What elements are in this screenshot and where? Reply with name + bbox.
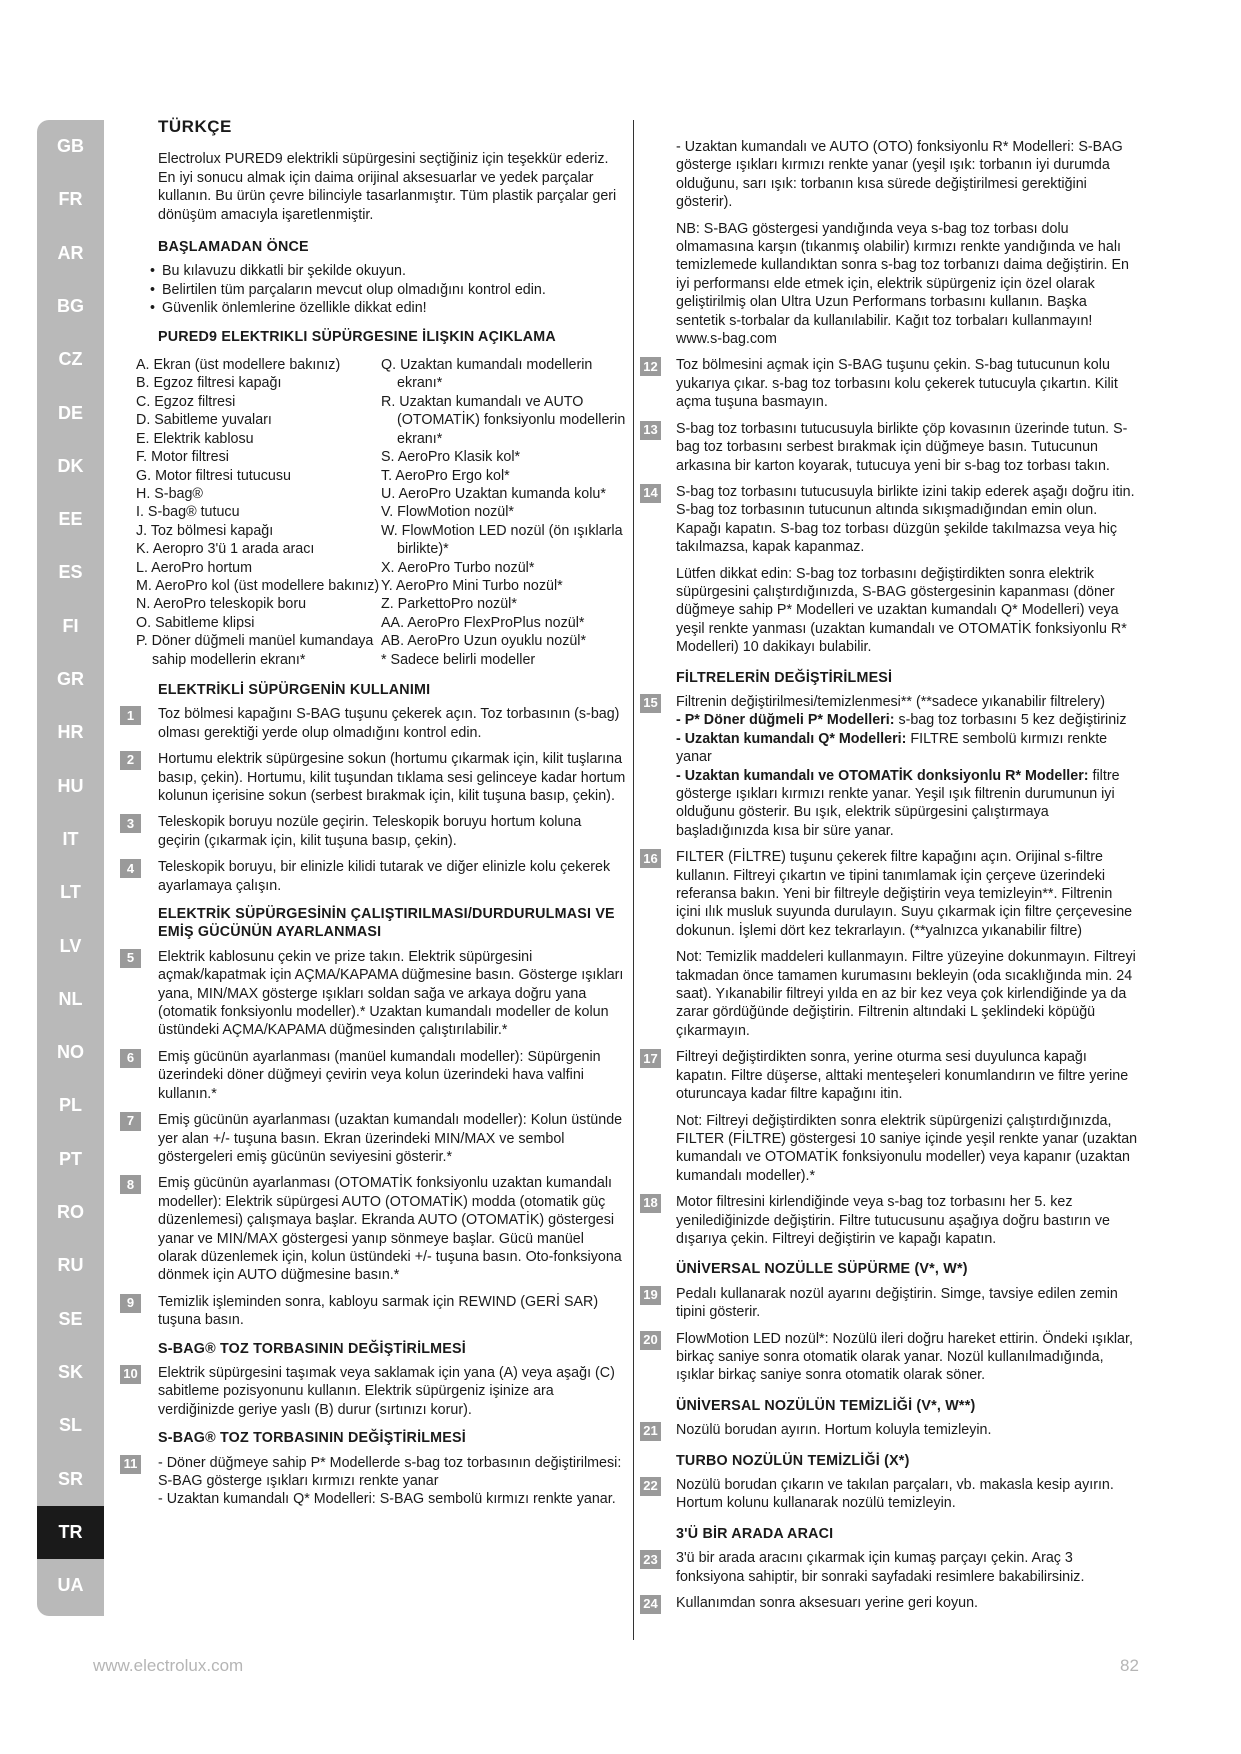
step-number: 1 bbox=[120, 706, 141, 725]
part-item: Q. Uzaktan kumandalı modellerin ekranı* bbox=[381, 357, 593, 392]
lang-tab-fi[interactable]: FI bbox=[62, 615, 79, 636]
lang-tab-no[interactable]: NO bbox=[57, 1042, 84, 1063]
part-item: M. AeroPro kol (üst modellere bakınız) bbox=[136, 577, 380, 594]
step-13 bbox=[640, 420, 1138, 475]
step-text: 3'ü bir arada aracını çıkarmak için kumaş parçayı çekin. Araç 3 fonksiyona sahiptir, bir sonraki sayfadaki resimlere bakabilirsiniz. bbox=[676, 1550, 1085, 1585]
lang-tab-cz[interactable]: CZ bbox=[58, 349, 83, 370]
lang-tab-ru[interactable]: RU bbox=[57, 1255, 84, 1276]
sbag-heading-1: S-BAG® TOZ TORBASININ DEĞİŞTİRİLMESİ bbox=[158, 1340, 466, 1357]
step-text: S-bag toz torbasını tutucusuyla birlikte çöp kovasının üzerinde tutun. S-bag toz torbasını serbest bırakmak için düğmeye basın. Tutucunun arkasına bir karton koyarak, tutucuya yeni bir s-bag toz torbası takın. bbox=[676, 420, 1128, 474]
step-number: 21 bbox=[640, 1422, 661, 1441]
turbo-steps bbox=[640, 1476, 1138, 1513]
before-list bbox=[150, 262, 626, 317]
step-text: Nozülü borudan ayırın. Hortum koluyla temizleyin. bbox=[676, 1422, 992, 1439]
part-item: K. Aeropro 3'ü 1 arada aracı bbox=[136, 541, 315, 558]
lang-tab-hr[interactable]: HR bbox=[57, 722, 84, 743]
page-title: TÜRKÇE bbox=[158, 117, 232, 136]
lang-tab-tr[interactable]: TR bbox=[37, 1506, 104, 1559]
tool-heading: 3'Ü BİR ARADA ARACI bbox=[676, 1525, 834, 1542]
step-number: 10 bbox=[120, 1365, 141, 1384]
column-divider bbox=[633, 120, 634, 1640]
step-text: FILTER (FİLTRE) tuşunu çekerek filtre kapağını açın. Orijinal s-filtre kullanın. Filtreyi çıkartın ve tipini tanımlamak için çerçeve üzerindeki referansa bakın. Yeni bir filtreyle değiştirin veya temizleyin**. Filtrenin içini ılık musluk suyunda durulayın. Suyu çıkarmak için filtre çerçevesine dokunun. İşlemi dört kez tekrarlayın. (**yalnızca yıkanabilir filtre) bbox=[676, 849, 1133, 939]
step-number: 13 bbox=[640, 421, 661, 440]
step-15-line: Filtrenin değiştirilmesi/temizlenmesi** (**sadece yıkanabilir filtrelery) bbox=[676, 693, 1106, 710]
step-number: 17 bbox=[640, 1049, 661, 1068]
step-text: Toz bölmesini açmak için S-BAG tuşunu çekin. S-bag tutucunun kolu yukarıya çıkar. s-bag toz torbasını kolu çekerek tutucuyla çıkartın. Kilit açma tuşuna basmayın. bbox=[676, 357, 1118, 411]
cleaning-steps bbox=[640, 1421, 1138, 1439]
step-number: 23 bbox=[640, 1550, 661, 1569]
part-item: B. Egzoz filtresi kapağı bbox=[136, 375, 282, 392]
use-steps bbox=[120, 705, 626, 895]
step-number: 24 bbox=[640, 1595, 661, 1614]
step-number: 8 bbox=[120, 1175, 141, 1194]
part-item: AA. AeroPro FlexProPlus nozül* bbox=[381, 614, 585, 631]
note-sbag: Lütfen dikkat edin: S-bag toz torbasını değiştirdikten sonra elektrik süpürgesini çalıştırdığınızda, S-BAG göstergesinin kapanması (döner düğmeye sahip P* Modelleri ve uzaktan kumandalı Q* Modelleri) veya yeşil renkte yanması (uzaktan kumandalı ve OTOMATİK fonksiyonlu R* Modelleri) 10 dakikayı bulabilir. bbox=[676, 565, 1127, 656]
footer-url[interactable]: www.electrolux.com bbox=[93, 1656, 244, 1675]
parts-left-column bbox=[136, 356, 381, 669]
step-1 bbox=[120, 705, 626, 742]
step-number: 22 bbox=[640, 1477, 661, 1496]
before-item: • Bu kılavuzu dikkatli bir şekilde okuyun. bbox=[150, 262, 626, 280]
r-models-paragraph: - Uzaktan kumandalı ve AUTO (OTO) fonksiyonlu R* Modelleri: S-BAG gösterge ışıkları kırmızı renkte yanar (yeşil ışık: torbanın iyi durumda olduğunu, sarı ışık: torbanın kısa sürede değiştirilmesi gerektiğini gösterir). bbox=[676, 139, 1123, 211]
note-filter: Not: Temizlik maddeleri kullanmayın. Filtre yüzeyine dokunmayın. Filtreyi takmadan önce tamamen kurumasını bekleyin (oda sıcaklığında min. 24 saat). Yıkanabilir filtreyi yılda en az bir kez veya çok kirlendiğinde ya da zarar gördüğünde değiştirin. Filtrenin altındaki L şeklindeki köpüğü çıkarmayın. bbox=[676, 949, 1136, 1039]
right-column bbox=[640, 138, 1138, 1620]
step-text: Emiş gücünün ayarlanması (manüel kumandalı modeller): Süpürgenin üzerindeki döner düğmeyi çevirin veya kolun üzerindeki hava valfini kullanın.* bbox=[158, 1048, 601, 1102]
step-number: 5 bbox=[120, 949, 141, 968]
step-text: Pedalı kullanarak nozül ayarını değiştirin. Simge, tavsiye edilen zemin tipini gösterir. bbox=[676, 1285, 1118, 1321]
step-2 bbox=[120, 750, 626, 805]
nozzle-cleaning-heading: ÜNİVERSAL NOZÜLÜN TEMİZLİĞİ (V*, W**) bbox=[676, 1397, 976, 1414]
step-text: FlowMotion LED nozül*: Nozülü ileri doğru hareket ettirin. Öndeki ışıklar, birkaç saniye sonra otomatik olarak yanar. Nozül kullanılmadığında, ışıklar birkaç saniye sonra otomatik olarak söner. bbox=[676, 1330, 1133, 1384]
step-text: S-bag toz torbasını tutucusuyla birlikte izini takip ederek aşağı doğru itin. S-bag toz torbasının tutucunun altında sıkışmadığından emin olun. Kapağı kapatın. S-bag toz torbası düzgün şekilde takılmazsa veya hiç takılmazsa, kapak kapanmaz. bbox=[676, 483, 1135, 556]
parts-right-column bbox=[381, 356, 626, 669]
step-17 bbox=[640, 1048, 1138, 1103]
before-heading: BAŞLAMADAN ÖNCE bbox=[158, 239, 309, 256]
step-number: 9 bbox=[120, 1294, 141, 1313]
power-heading: ELEKTRİK SÜPÜRGESİNİN ÇALIŞTIRILMASI/DURDURULMASI VE EMİŞ GÜCÜNÜN AYARLANMASI bbox=[158, 906, 615, 941]
lang-tab-sk[interactable]: SK bbox=[57, 1361, 83, 1382]
part-item: J. Toz bölmesi kapağı bbox=[136, 522, 274, 539]
step-number: 3 bbox=[120, 814, 141, 833]
lang-tab-es[interactable]: ES bbox=[58, 562, 83, 583]
part-item: C. Egzoz filtresi bbox=[136, 393, 236, 410]
nb-paragraph: NB: S-BAG göstergesi yandığında veya s-bag toz torbası dolu olmamasına karşın (tıkanmış olabilir) kırmızı renkte yandığında ve halı temizlemede kullandıktan sonra s-bag toz torbanızı daima değiştirin. En iyi performansı elde etmek için, elektrik süpürgeniz için özel olarak geliştirilmiş olan Ultra Uzun Performans torbasını kullanın. Başka sentetik s-torbalar da kullanılabilir. Kağıt toz torbaları kullanmayın! www.s-bag.com bbox=[676, 220, 1129, 348]
part-item: L. AeroPro hortum bbox=[136, 559, 253, 576]
step-text: Elektrik süpürgesini taşımak veya saklamak için yana (A) veya aşağı (C) sabitleme pozisyonunu kullanın. Elektrik süpürgeniz işinize ara verdiğinizde geriye yaslı (B) durur (sırtınızı korur). bbox=[158, 1364, 615, 1418]
intro-paragraph: Electrolux PURED9 elektrikli süpürgesini seçtiğiniz için teşekkür ederiz. En iyi sonucu almak için daima orijinal aksesuarlar ve yedek parçalar kullanın. Bu ürün çevre bilinciyle tasarlanmıştır. Tüm plastik parçalar geri dönüşüm amacıyla işaretlenmiştir. bbox=[158, 151, 617, 223]
step-number: 19 bbox=[640, 1286, 661, 1305]
page-number: 82 bbox=[1120, 1656, 1139, 1675]
step-number: 4 bbox=[120, 859, 141, 878]
step-15-q: - Uzaktan kumandalı Q* Modelleri: FILTRE sembolü kırmızı renkte yanar bbox=[676, 730, 1108, 766]
lang-tab-ee[interactable]: EE bbox=[58, 509, 83, 530]
step-15 bbox=[640, 693, 1138, 840]
step-number: 2 bbox=[120, 751, 141, 770]
step-text: Elektrik kablosunu çekin ve prize takın. Elektrik süpürgesini açmak/kapatmak için AÇMA/KAPAMA düğmesine basın. Gösterge ışıkları yana, MIN/MAX gösterge ışıkları soldan sağa ve arkaya doğru yana (otomatik fonksiyonlu modeller).* Uzaktan kumandalı modeller de kolun üstündeki AÇMA/KAPAMA düğmesinden çalıştırılabilir.* bbox=[158, 948, 624, 1039]
part-item: Y. AeroPro Mini Turbo nozül* bbox=[381, 577, 563, 594]
left-column bbox=[120, 118, 626, 1523]
step-text: Emiş gücünün ayarlanması (OTOMATİK fonksiyonlu uzaktan kumandalı modeller): Elektrik süpürgesi AUTO (OTOMATİK) modda (otomatik güç düzenlemesi) çalışmaya başlar. Ekranda AUTO (OTOMATİK) göstergesi yanar ve MIN/MAX göstergesi yanıp sönmeye başlar. Gücü manüel olarak düzenlemek için, kolun üstündeki +/- tuşuna basın. Oto-fonksiyona dönmek için AUTO düğmesine basın.* bbox=[158, 1175, 622, 1284]
part-item: I. S-bag® tutucu bbox=[136, 504, 240, 521]
step-20 bbox=[640, 1330, 1138, 1385]
step-text: Toz bölmesi kapağını S-BAG tuşunu çekerek açın. Toz torbasının (s-bag) olması gerektiği yerde olup olmadığını kontrol edin. bbox=[158, 706, 620, 741]
step-15-p: - P* Döner düğmeli P* Modelleri: s-bag toz torbasını 5 kez değiştiriniz bbox=[676, 712, 1127, 729]
lang-tab-it[interactable]: IT bbox=[62, 828, 79, 849]
step-number: 15 bbox=[640, 694, 661, 713]
lang-tab-pl[interactable]: PL bbox=[58, 1095, 82, 1116]
step-21 bbox=[640, 1421, 1138, 1439]
step-14 bbox=[640, 483, 1138, 557]
part-item: * Sadece belirli modeller bbox=[381, 651, 536, 668]
lang-tab-gr[interactable]: GR bbox=[57, 669, 84, 689]
lang-tab-se[interactable]: SE bbox=[58, 1308, 83, 1329]
part-item: U. AeroPro Uzaktan kumanda kolu* bbox=[381, 485, 606, 502]
lang-tab-lt[interactable]: LT bbox=[60, 882, 81, 903]
description-heading: PURED9 ELEKTRIKLI SÜPÜRGESINE İLIŞKIN AÇIKLAMA bbox=[158, 328, 556, 345]
part-item: G. Motor filtresi tutucusu bbox=[136, 467, 291, 484]
step-number: 11 bbox=[120, 1455, 141, 1474]
step-number: 18 bbox=[640, 1194, 661, 1213]
part-item: S. AeroPro Klasik kol* bbox=[381, 449, 521, 466]
part-item: X. AeroPro Turbo nozül* bbox=[381, 559, 535, 576]
step-number: 7 bbox=[120, 1112, 141, 1131]
turbo-heading: TURBO NOZÜLÜN TEMİZLİĞİ (X*) bbox=[676, 1452, 910, 1469]
step-number: 12 bbox=[640, 357, 661, 376]
step-12 bbox=[640, 356, 1138, 411]
part-item: V. FlowMotion nozül* bbox=[381, 504, 514, 521]
sbag-steps-2 bbox=[120, 1454, 626, 1491]
lang-tab-bg[interactable]: BG bbox=[57, 295, 84, 316]
lang-tab-gb[interactable]: GB bbox=[57, 136, 84, 156]
step-text: Teleskopik boruyu, bir elinizle kilidi tutarak ve diğer elinizle kolu çekerek ayarlamaya çalışın. bbox=[158, 859, 611, 894]
before-item: • Güvenlik önlemlerine özellikle dikkat edin! bbox=[150, 299, 626, 317]
part-item: Z. ParkettoPro nozül* bbox=[381, 596, 517, 613]
universal-nozzle-heading: ÜNİVERSAL NOZÜLLE SÜPÜRME (V*, W*) bbox=[676, 1261, 968, 1278]
part-item: P. Döner düğmeli manüel kumandaya sahip modellerin ekranı* bbox=[136, 633, 374, 668]
step-11 bbox=[120, 1454, 626, 1491]
step-number: 16 bbox=[640, 849, 661, 868]
lang-tab-sl[interactable]: SL bbox=[58, 1415, 82, 1436]
part-item: H. S-bag® bbox=[136, 485, 203, 502]
step-text: Kullanımdan sonra aksesuarı yerine geri koyun. bbox=[676, 1595, 978, 1612]
step-text: Teleskopik boruyu nozüle geçirin. Teleskopik boruyu hortum koluna geçirin (çıkarmak için, kilit tuşuna basıp, çekin). bbox=[158, 814, 582, 849]
step-9 bbox=[120, 1293, 626, 1330]
step-text: Filtreyi değiştirdikten sonra, yerine oturma sesi duyulunca kapağı kapatın. Filtre düşerse, alttaki menteşeleri konumlandırın ve filtre yerine oturuncaya kadar filtre kapağını itin. bbox=[676, 1049, 1129, 1103]
step-text: Hortumu elektrik süpürgesine sokun (hortumu çıkarmak için, kilit tuşlarına basıp, çekin). Hortumu, kilit tuşundan tıklama sesi gelinceye kadar hortum kolunun içerisine sokun (serbest bırakmak için, kilit tuşuna basıp, çekin). bbox=[158, 751, 626, 804]
step-10 bbox=[120, 1364, 626, 1419]
sbag-heading-2: S-BAG® TOZ TORBASININ DEĞİŞTİRİLMESİ bbox=[158, 1430, 466, 1447]
lang-tab-ro[interactable]: RO bbox=[57, 1202, 84, 1222]
step-5 bbox=[120, 948, 626, 1040]
step-15-r: - Uzaktan kumandalı ve OTOMATİK donksiyonlu R* Modeller: filtre gösterge ışıkları kırmızı renkte yanar. Yeşil ışık filtrenin durumunun iyi olduğunu gösterir. Bu ışık, elektrik süpürgesini çalıştırmaya başladığınızda kısa bir süre yanar. bbox=[676, 767, 1120, 839]
tool-steps bbox=[640, 1549, 1138, 1612]
part-item: N. AeroPro teleskopik boru bbox=[136, 596, 307, 613]
step-text: Nozülü borudan çıkarın ve takılan parçaları, vb. makasla kesip ayırın. Hortum kolunu kullanarak nozülü temizleyin. bbox=[676, 1477, 1114, 1512]
step-number: 14 bbox=[640, 484, 661, 503]
step-text: Emiş gücünün ayarlanması (uzaktan kumandalı modeller): Kolun üstünde yer alan +/- tuşuna basın. Ekran üzerindeki MIN/MAX ve sembol göstergeleri emiş gücünün seviyesini gösterir.* bbox=[158, 1112, 623, 1165]
part-item: D. Sabitleme yuvaları bbox=[136, 412, 272, 429]
part-item: R. Uzaktan kumandalı ve AUTO (OTOMATİK) fonksiyonlu modellerin ekranı* bbox=[381, 393, 626, 447]
step-number: 20 bbox=[640, 1331, 661, 1350]
step-3 bbox=[120, 813, 626, 850]
step-text: - Döner düğmeye sahip P* Modellerde s-bag toz torbasının değiştirilmesi: S-BAG gösterge ışıkları kırmızı renkte yanar bbox=[158, 1454, 622, 1489]
universal-steps bbox=[640, 1285, 1138, 1385]
part-item: W. FlowMotion LED nozül (ön ışıklarla birlikte)* bbox=[381, 522, 623, 558]
use-heading: ELEKTRİKLİ SÜPÜRGENİN KULLANIMI bbox=[158, 681, 431, 698]
part-item: T. AeroPro Ergo kol* bbox=[381, 467, 510, 484]
step-23 bbox=[640, 1549, 1138, 1586]
step-24 bbox=[640, 1594, 1138, 1612]
step-22 bbox=[640, 1476, 1138, 1513]
step-8 bbox=[120, 1174, 626, 1284]
lang-tab-dk[interactable]: DK bbox=[57, 455, 84, 476]
part-item: O. Sabitleme klipsi bbox=[136, 614, 255, 631]
before-item: • Belirtilen tüm parçaların mevcut olup olmadığını kontrol edin. bbox=[150, 281, 626, 299]
lang-tab-ar[interactable]: AR bbox=[57, 242, 84, 263]
sbag-steps-1 bbox=[120, 1364, 626, 1419]
language-sidebar bbox=[37, 120, 104, 1616]
lang-tab-de[interactable]: DE bbox=[57, 402, 83, 423]
step-number: 6 bbox=[120, 1049, 141, 1068]
step-16 bbox=[640, 848, 1138, 940]
lang-tab-sr[interactable]: SR bbox=[57, 1468, 83, 1489]
lang-tab-lv[interactable]: LV bbox=[59, 935, 82, 956]
sbag-step-11-continued: - Uzaktan kumandalı Q* Modelleri: S-BAG sembolü kırmızı renkte yanar. bbox=[158, 1491, 616, 1508]
part-item: E. Elektrik kablosu bbox=[136, 430, 254, 447]
step-18 bbox=[640, 1193, 1138, 1248]
lang-tab-ua[interactable]: UA bbox=[57, 1575, 84, 1596]
step-6 bbox=[120, 1048, 626, 1103]
step-7 bbox=[120, 1111, 626, 1166]
lang-tab-hu[interactable]: HU bbox=[57, 775, 84, 796]
note-filter-indicator: Not: Filtreyi değiştirdikten sonra elektrik süpürgenizi çalıştırdığınızda, FILTER (FİLTRE) göstergesi 10 saniye içinde yeşil renkte yanar (uzaktan kumandalı ve OTOMATİK fonksiyonulu modeller) veya kapanır (uzaktan kumandalı modeller).* bbox=[676, 1112, 1138, 1184]
step-text: Motor filtresini kirlendiğinde veya s-bag toz torbasını her 5. kez yenilediğinizde değiştirin. Filtre tutucusunu aşağıya doğru bastırın ve dışarıya çekin. Filtreyi değiştirin ve kapağı kapatın. bbox=[676, 1194, 1110, 1247]
step-4 bbox=[120, 858, 626, 895]
lang-tab-nl[interactable]: NL bbox=[58, 988, 83, 1009]
part-item: AB. AeroPro Uzun oyuklu nozül* bbox=[381, 633, 587, 650]
part-item: A. Ekran (üst modellere bakınız) bbox=[136, 357, 341, 374]
step-text: Temizlik işleminden sonra, kabloyu sarmak için REWIND (GERİ SAR) tuşuna basın. bbox=[158, 1293, 599, 1329]
part-item: F. Motor filtresi bbox=[136, 449, 229, 466]
parts-list bbox=[136, 356, 626, 669]
filter-heading: FİLTRELERİN DEĞİŞTİRİLMESİ bbox=[676, 669, 893, 686]
sbag-steps-3 bbox=[640, 356, 1138, 556]
power-steps bbox=[120, 948, 626, 1330]
lang-tab-fr[interactable]: FR bbox=[58, 189, 83, 210]
step-19 bbox=[640, 1285, 1138, 1322]
lang-tab-pt[interactable]: PT bbox=[58, 1148, 82, 1169]
